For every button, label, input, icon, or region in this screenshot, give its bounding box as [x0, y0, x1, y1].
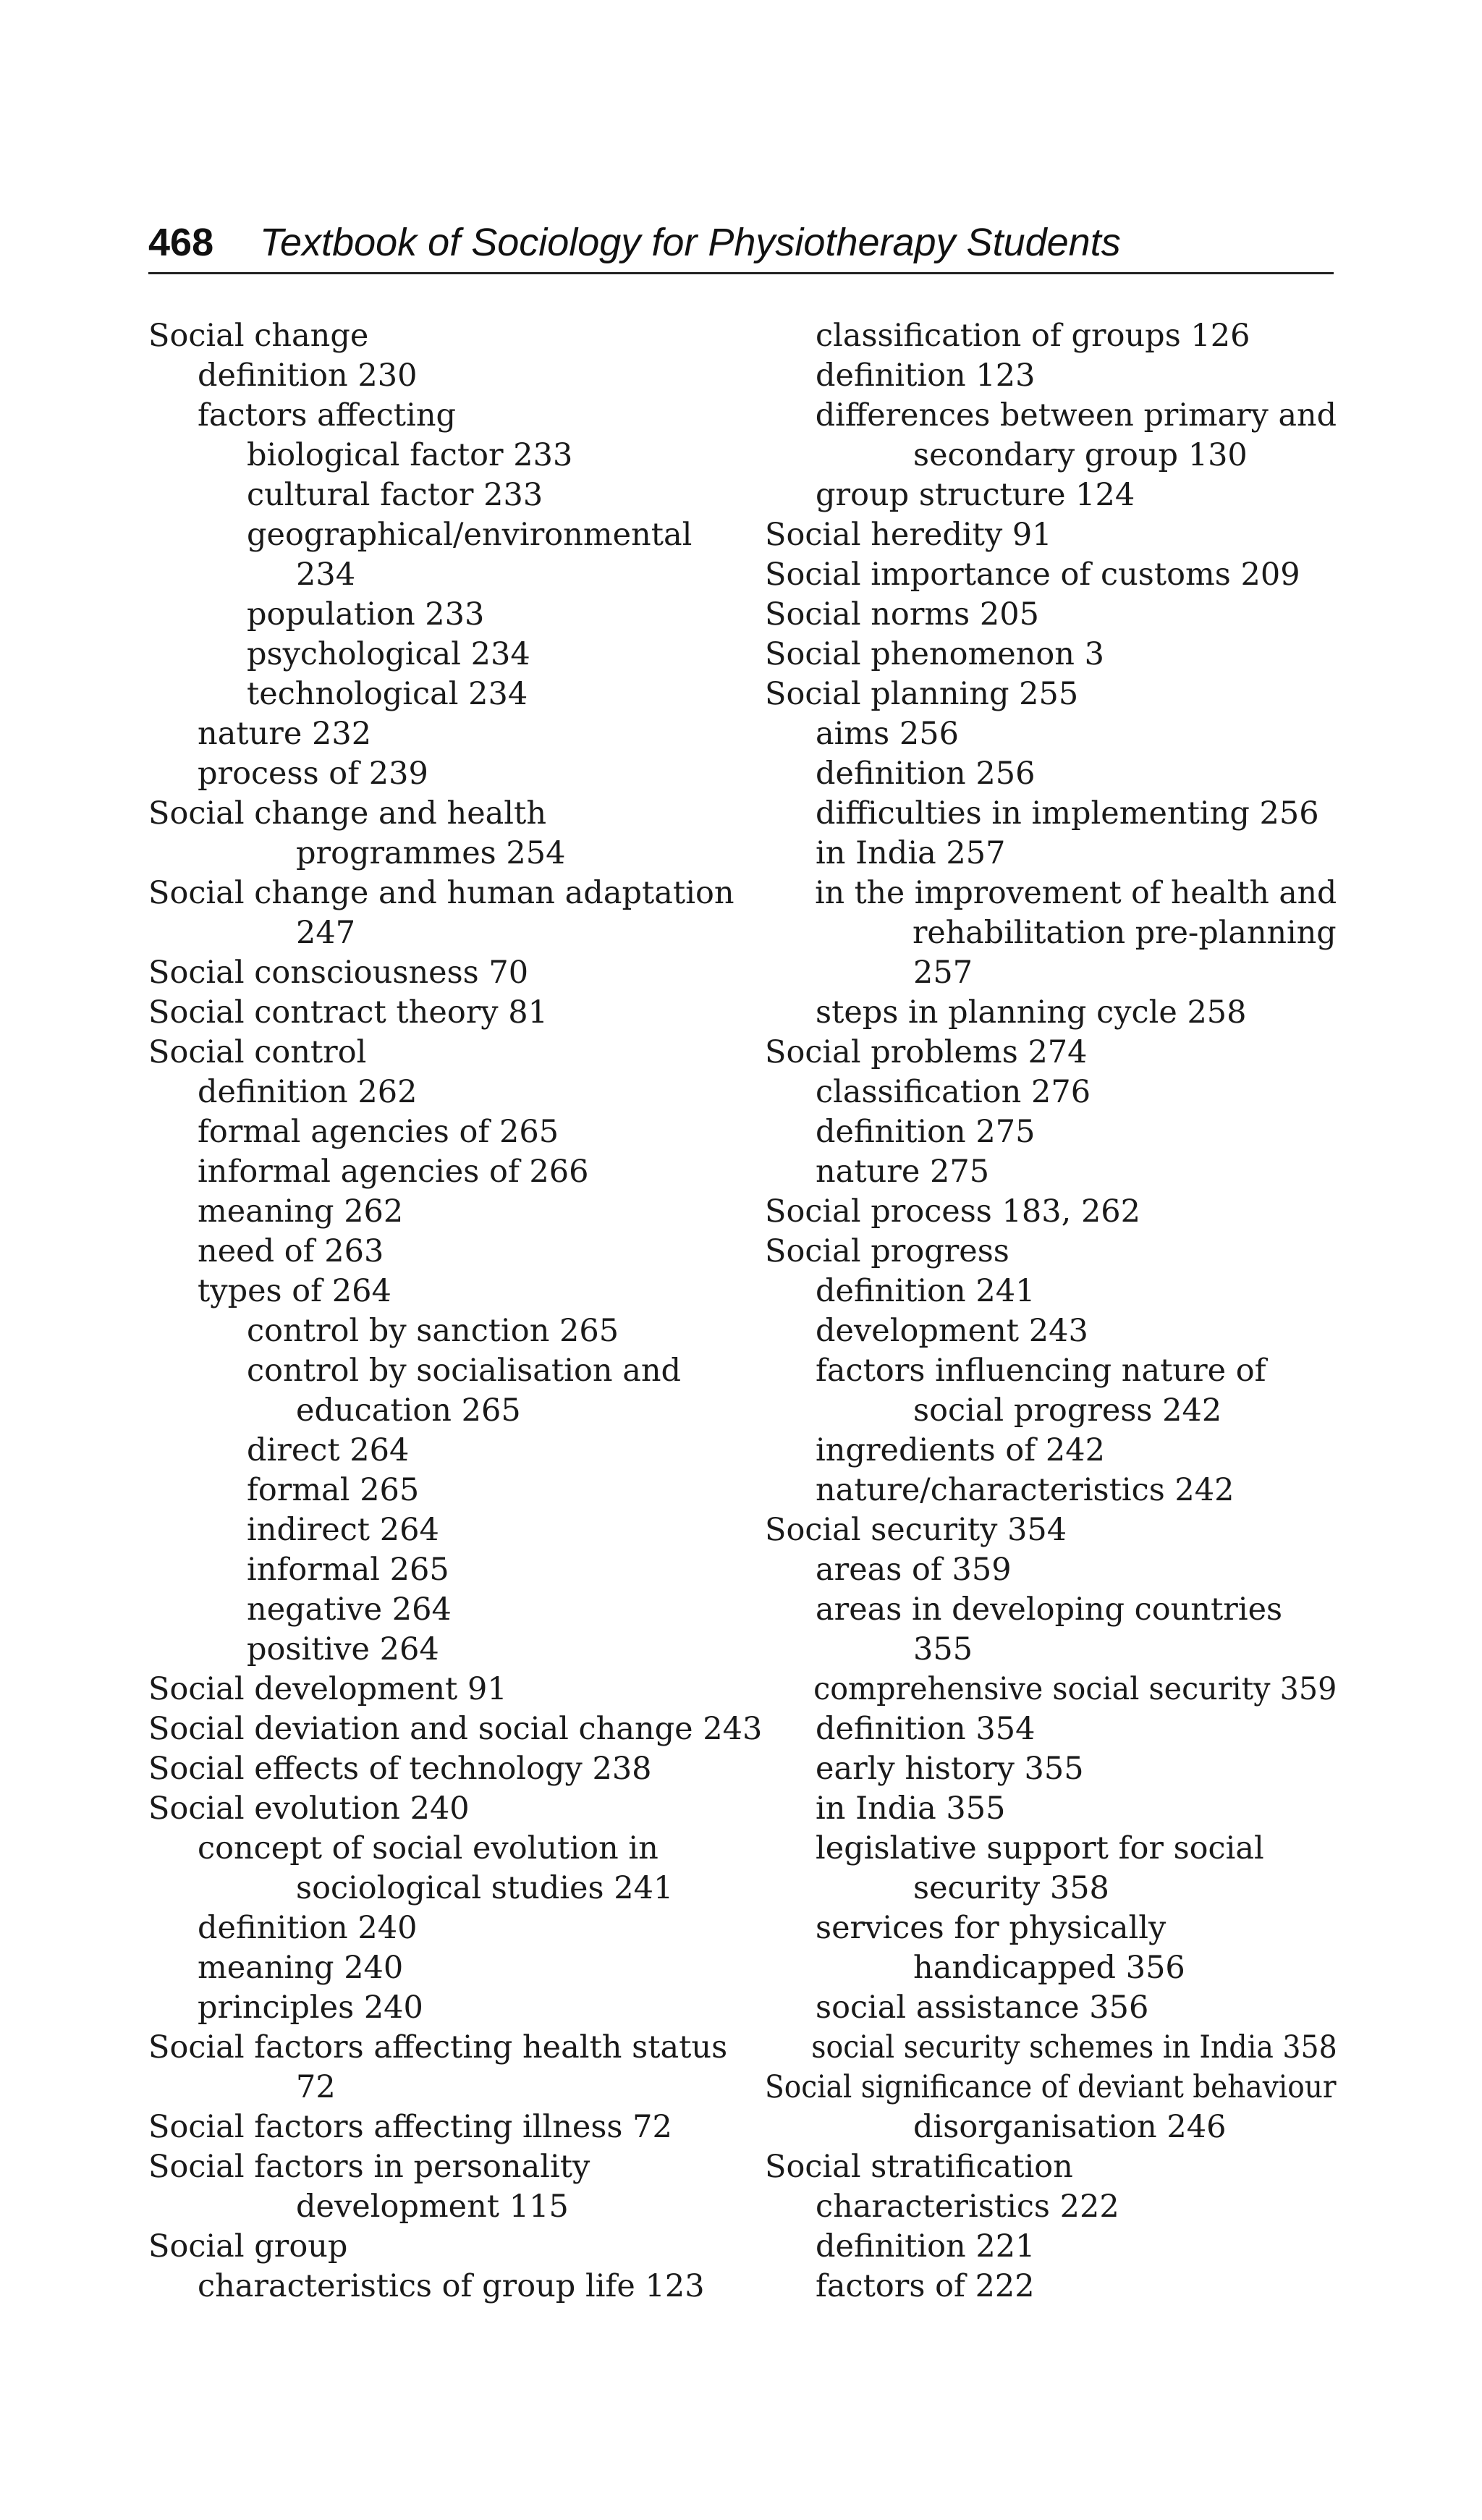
index-entry: Social problems 274	[765, 1034, 1088, 1070]
index-subentry: ingredients of 242	[816, 1432, 1105, 1468]
index-entry: Social security 354	[765, 1512, 1067, 1548]
index-subentry: meaning 240	[198, 1950, 404, 1986]
index-subentry: development 243	[816, 1313, 1088, 1349]
index-subentry: in India 257	[816, 835, 1006, 871]
index-continuation: positive 264	[247, 1631, 439, 1667]
index-subentry: definition 240	[198, 1910, 418, 1946]
index-continuation: population 233	[247, 596, 485, 633]
index-subentry: characteristics of group life 123	[198, 2268, 705, 2304]
index-subentry: factors affecting	[198, 397, 457, 434]
index-entry: Social group	[148, 2228, 348, 2265]
index-subentry: types of 264	[198, 1273, 391, 1309]
index-entry: Social heredity 91	[765, 517, 1052, 553]
index-subentry: early history 355	[816, 1751, 1084, 1787]
index-column-right	[765, 316, 1337, 2307]
index-continuation: control by sanction 265	[247, 1313, 619, 1349]
index-subentry: process of 239	[198, 756, 428, 792]
index-subentry: areas in developing countries	[816, 1591, 1283, 1628]
index-continuation: sociological studies 241	[296, 1870, 674, 1906]
index-subentry: factors of 222	[816, 2268, 1035, 2304]
index-entry: Social factors affecting illness 72	[148, 2109, 672, 2145]
index-entry: Social effects of technology 238	[148, 1751, 652, 1787]
index-entry: Social process 183, 262	[765, 1193, 1141, 1230]
index-entry: Social change and health	[148, 795, 547, 832]
index-continuation: social progress 242	[913, 1392, 1222, 1429]
index-subentry: classification of groups 126	[816, 318, 1250, 354]
index-entry: Social contract theory 81	[148, 994, 548, 1031]
index-column-left	[148, 316, 771, 2307]
index-subentry: social security schemes in India 358	[811, 2029, 1337, 2066]
index-continuation: handicapped 356	[913, 1950, 1185, 1986]
index-entry: Social deviation and social change 243	[148, 1711, 763, 1747]
index-subentry: group structure 124	[816, 477, 1135, 513]
index-entry: Social evolution 240	[148, 1790, 470, 1827]
index-subentry: meaning 262	[198, 1193, 404, 1230]
index-continuation: 257	[913, 955, 973, 991]
index-continuation: technological 234	[247, 676, 528, 712]
index-continuation: cultural factor 233	[247, 477, 543, 513]
index-entry: Social progress	[765, 1233, 1009, 1269]
index-entry: Social importance of customs 209	[765, 557, 1300, 593]
index-continuation: secondary group 130	[913, 437, 1248, 473]
index-entry: Social significance of deviant behaviour	[765, 2069, 1337, 2105]
index-continuation: control by socialisation and	[247, 1353, 682, 1389]
index-continuation: negative 264	[247, 1591, 452, 1628]
index-subentry: definition 275	[816, 1114, 1036, 1150]
index-entry: Social control	[148, 1034, 367, 1070]
index-continuation: 72	[296, 2069, 336, 2105]
index-subentry: nature/characteristics 242	[816, 1472, 1235, 1508]
index-subentry: nature 275	[816, 1154, 990, 1190]
index-subentry: definition 123	[816, 358, 1036, 394]
index-continuation: education 265	[296, 1392, 521, 1429]
index-continuation: formal 265	[247, 1472, 420, 1508]
index-subentry: definition 256	[816, 756, 1036, 792]
index-subentry: definition 262	[198, 1074, 418, 1110]
index-subentry: in the improvement of health and	[815, 875, 1337, 911]
index-continuation: psychological 234	[247, 636, 530, 672]
index-continuation: informal 265	[247, 1552, 449, 1588]
index-continuation: 234	[296, 557, 356, 593]
index-subentry: factors influencing nature of	[816, 1353, 1266, 1389]
index-subentry: principles 240	[198, 1990, 423, 2026]
index-subentry: aims 256	[816, 716, 959, 752]
index-subentry: classification 276	[816, 1074, 1091, 1110]
index-continuation: programmes 254	[296, 835, 566, 871]
index-continuation: rehabilitation pre-planning	[912, 915, 1337, 951]
index-subentry: areas of 359	[816, 1552, 1012, 1588]
index-subentry: legislative support for social	[816, 1830, 1264, 1866]
index-subentry: definition 241	[816, 1273, 1036, 1309]
index-subentry: social assistance 356	[816, 1990, 1149, 2026]
index-subentry: nature 232	[198, 716, 372, 752]
index-entry: Social planning 255	[765, 676, 1079, 712]
page-number: 468	[148, 221, 214, 264]
index-entry: Social development 91	[148, 1671, 507, 1707]
index-continuation: 355	[913, 1631, 973, 1667]
index-continuation: 247	[296, 915, 356, 951]
index-subentry: definition 354	[816, 1711, 1036, 1747]
index-continuation: development 115	[296, 2189, 569, 2225]
index-continuation: security 358	[913, 1870, 1109, 1906]
index-subentry: comprehensive social security 359	[813, 1671, 1337, 1707]
index-entry: Social consciousness 70	[148, 955, 529, 991]
index-continuation: geographical/environmental	[247, 517, 693, 553]
index-subentry: characteristics 222	[816, 2189, 1119, 2225]
index-entry: Social phenomenon 3	[765, 636, 1105, 672]
index-continuation: biological factor 233	[247, 437, 573, 473]
index-subentry: steps in planning cycle 258	[816, 994, 1247, 1031]
running-header	[148, 214, 1334, 274]
index-continuation: direct 264	[247, 1432, 410, 1468]
index-entry: Social change and human adaptation	[148, 875, 734, 911]
index-subentry: concept of social evolution in	[198, 1830, 659, 1866]
index-subentry: services for physically	[816, 1910, 1166, 1946]
index-subentry: informal agencies of 266	[198, 1154, 589, 1190]
index-subentry: difficulties in implementing 256	[816, 795, 1319, 832]
book-title: Textbook of Sociology for Physiotherapy Students	[260, 221, 1121, 264]
index-entry: Social factors affecting health status	[148, 2029, 728, 2066]
index-continuation: indirect 264	[247, 1512, 439, 1548]
index-subentry: definition 221	[816, 2228, 1036, 2265]
index-entry: Social norms 205	[765, 596, 1039, 633]
index-entry: Social stratification	[765, 2149, 1073, 2185]
index-entry: Social factors in personality	[148, 2149, 590, 2185]
index-continuation: disorganisation 246	[913, 2109, 1227, 2145]
index-subentry: in India 355	[816, 1790, 1006, 1827]
index-subentry: need of 263	[198, 1233, 384, 1269]
index-subentry: differences between primary and	[815, 397, 1337, 434]
index-subentry: definition 230	[198, 358, 418, 394]
index-subentry: formal agencies of 265	[198, 1114, 559, 1150]
index-entry: Social change	[148, 318, 369, 354]
